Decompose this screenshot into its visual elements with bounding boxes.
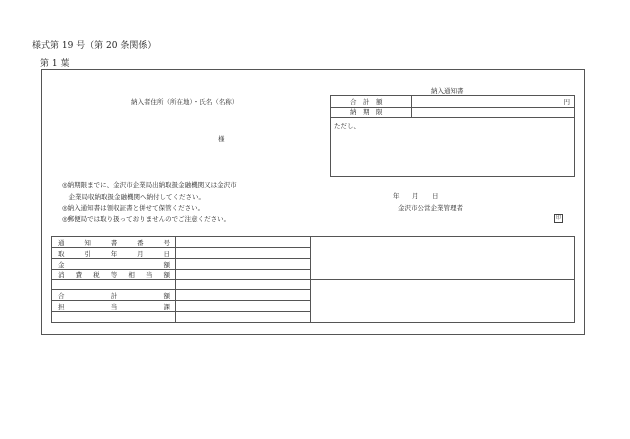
payer-address-label: 納入者住所（所在地）・氏名（名称）: [131, 98, 239, 106]
date-day: 日: [432, 192, 439, 200]
issuer-name: 金沢市公営企業管理者: [398, 204, 463, 212]
row-notice-number: 通 知 書 番 号: [58, 239, 170, 247]
sheet-number: 第 1 葉: [40, 59, 70, 69]
note-4: ◎郵便局では取り扱っておりませんのでご注意ください。: [62, 215, 231, 223]
proviso-label: ただし、: [334, 122, 360, 130]
official-seal-icon: 印: [555, 215, 561, 221]
note-3: ◎納入通知書は領収証書と併せて保管ください。: [62, 204, 205, 212]
notice-heading: 納入通知書: [431, 87, 464, 95]
row-amount: 金 額: [58, 261, 170, 269]
date-month: 月: [412, 192, 419, 200]
honorific: 様: [218, 135, 225, 143]
note-2: 企業局収納取扱金融機関へ納付してください。: [62, 193, 205, 201]
row-transaction-date: 取 引 年 月 日: [58, 250, 170, 258]
amount-box: [330, 95, 575, 177]
row-total: 合 計 額: [58, 292, 170, 300]
row-consumption-tax: 消 費 税 等 相 当 額: [58, 271, 170, 279]
note-1: ◎納期限までに、金沢市企業局出納取扱金融機関又は金沢市: [62, 181, 237, 189]
form-number: 様式第 19 号（第 20 条関係）: [32, 41, 157, 51]
detail-table: [51, 236, 575, 323]
date-year: 年: [393, 192, 400, 200]
total-amount-label: 合 計 額: [350, 98, 383, 106]
row-department: 担 当 課: [58, 303, 170, 311]
deadline-label: 納 期 限: [350, 108, 383, 116]
yen-unit: 円: [563, 98, 570, 106]
